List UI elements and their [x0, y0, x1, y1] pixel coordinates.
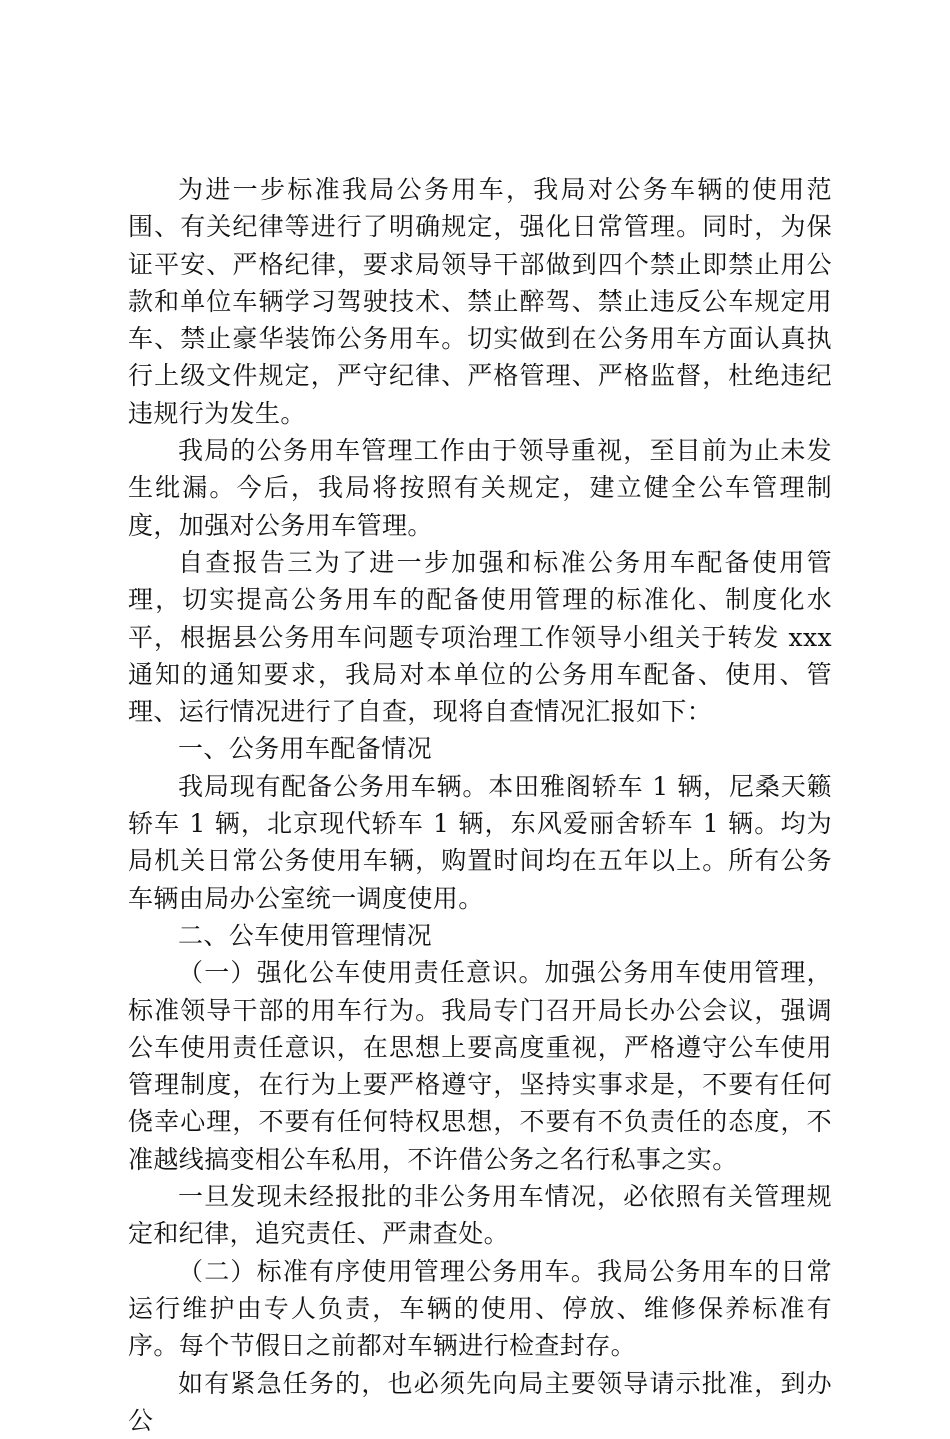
- heading-vehicle-allocation: 一、公务用车配备情况: [128, 730, 832, 767]
- paragraph-vehicle-discipline: 为进一步标准我局公务用车，我局对公务车辆的使用范围、有关纪律等进行了明确规定，强化日常管理。同时，为保证平安、严格纪律，要求局领导干部做到四个禁止即禁止用公款和单位车辆学习驾驶技术、禁止醉驾、禁止违反公车规定用车、禁止豪华装饰公务用车。切实做到在公务用车方面认真执行上级文件规定，严守纪律、严格管理、严格监督，杜绝违纪违规行为发生。: [128, 171, 832, 432]
- paragraph-management-outlook: 我局的公务用车管理工作由于领导重视，至目前为止未发生纰漏。今后，我局将按照有关规定，建立健全公车管理制度，加强对公务用车管理。: [128, 432, 832, 544]
- paragraph-violation-handling: 一旦发现未经报批的非公务用车情况，必依照有关管理规定和纪律，追究责任、严肃查处。: [128, 1178, 832, 1253]
- paragraph-self-inspection-intro: 自查报告三为了进一步加强和标准公务用车配备使用管理，切实提高公务用车的配备使用管理的标准化、制度化水平，根据县公务用车问题专项治理工作领导小组关于转发 xxx 通知的通知要求，我局对本单位的公务用车配备、使用、管理、运行情况进行了自查，现将自查情况汇报如下：: [128, 544, 832, 730]
- paragraph-orderly-usage: （二）标准有序使用管理公务用车。我局公务用车的日常运行维护由专人负责，车辆的使用、停放、维修保养标准有序。每个节假日之前都对车辆进行检查封存。: [128, 1253, 832, 1365]
- paragraph-responsibility: （一）强化公车使用责任意识。加强公务用车使用管理，标准领导干部的用车行为。我局专门召开局长办公会议，强调公车使用责任意识，在思想上要高度重视，严格遵守公车使用管理制度，在行为上要严格遵守，坚持实事求是，不要有任何侥幸心理，不要有任何特权思想，不要有不负责任的态度，不准越线搞变相公车私用，不许借公务之名行私事之实。: [128, 954, 832, 1178]
- document-body: [128, 171, 832, 1439]
- heading-vehicle-usage: 二、公车使用管理情况: [128, 917, 832, 954]
- paragraph-vehicle-list: 我局现有配备公务用车辆。本田雅阁轿车 1 辆，尼桑天籁轿车 1 辆，北京现代轿车 1 辆，东风爱丽舍轿车 1 辆。均为局机关日常公务使用车辆，购置时间均在五年以上。所有公务车辆由局办公室统一调度使用。: [128, 768, 832, 917]
- paragraph-urgent-tasks: 如有紧急任务的，也必须先向局主要领导请示批准，到办公: [128, 1365, 832, 1439]
